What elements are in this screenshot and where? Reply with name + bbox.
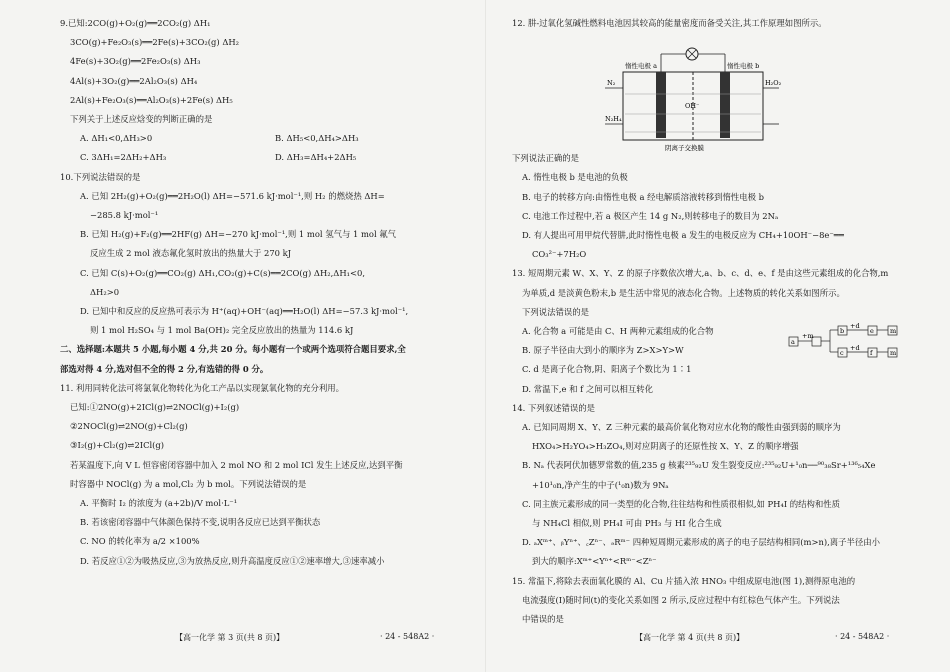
page-divider bbox=[485, 0, 486, 672]
page-4-line: 到大的顺序:Xᵐ⁺<Yⁿ⁺<Rᵐ⁻<Zⁿ⁻ bbox=[532, 556, 657, 567]
conversion-diagram bbox=[788, 322, 918, 362]
page-4-line: 为单质,d 是淡黄色粉末,b 是生活中常见的液态化合物。上述物质的转化关系如图所示。 bbox=[522, 287, 845, 298]
page-3-line: ΔH₂>0 bbox=[90, 286, 120, 297]
fuel-cell-diagram bbox=[603, 44, 781, 154]
page-3-line: 时容器中 NOCl(g) 为 a mol,Cl₂ 为 b mol。下列说法错误的是 bbox=[70, 478, 307, 489]
page-4-line: C. 电池工作过程中,若 a 极区产生 14 g N₂,则转移电子的数目为 2Nₐ bbox=[522, 210, 779, 221]
page-4-line: B. 原子半径由大到小的顺序为 Z>X>Y>W bbox=[522, 345, 684, 356]
page-3-line: A. 已知 2H₂(g)+O₂(g)══2H₂O(l) ΔH=−571.6 kJ·mol⁻¹,则 H₂ 的燃烧热 ΔH= bbox=[80, 190, 385, 201]
n2h4-label: N₂H₄ bbox=[605, 115, 622, 123]
question-12-stem bbox=[512, 14, 917, 33]
page-4-line: 电流强度(I)随时间(t)的变化关系如图 2 所示,反应过程中有红棕色气体产生。下列说法 bbox=[522, 594, 840, 605]
electrode-b bbox=[720, 72, 730, 138]
page-4-footer-title: 【高一化学 第 4 页(共 8 页)】 bbox=[635, 633, 745, 642]
page-3-line: B. 若该密闭容器中气体颜色保持不变,说明各反应已达到平衡状态 bbox=[80, 517, 321, 528]
page-3-line: 则 1 mol H₂SO₄ 与 1 mol Ba(OH)₂ 完全反应放出的热量为 114.6 kJ bbox=[90, 325, 354, 336]
page-4-line: 与 NH₄Cl 相似,则 PH₄I 可由 PH₃ 与 HI 化合生成 bbox=[532, 518, 722, 529]
page-4-questions bbox=[512, 149, 917, 629]
page-3-content bbox=[60, 14, 470, 571]
page-4-line: A. 已知同周期 X、Y、Z 三种元素的最高价氧化物对应水化物的酸性由强到弱的顺序为 bbox=[522, 422, 841, 433]
option-text: B. ΔH₅<0,ΔH₄>ΔH₃ bbox=[275, 133, 359, 144]
page-4-line: 下列说法正确的是 bbox=[512, 153, 579, 164]
page-4-line: D. 常温下,e 和 f 之间可以相互转化 bbox=[522, 383, 653, 394]
page-3-line: 10.下列说法错误的是 bbox=[60, 171, 141, 182]
page-3-line: 2Al(s)+Fe₂O₃(s)══Al₂O₃(s)+2Fe(s) ΔH₅ bbox=[70, 94, 233, 105]
page-3-line: C. 已知 C(s)+O₂(g)══CO₂(g) ΔH₁,CO₂(g)+C(s)══2CO(g) ΔH₂,ΔH₁<0, bbox=[80, 267, 365, 278]
conversion-flow-figure bbox=[788, 322, 918, 362]
page-4-line: A. 惰性电极 b 是电池的负极 bbox=[522, 172, 628, 183]
node-f: f bbox=[870, 349, 873, 357]
page-3-line: 下列关于上述反应焓变的判断正确的是 bbox=[70, 114, 213, 125]
oh-label: OH⁻ bbox=[685, 102, 700, 110]
page-4-line: 13. 短周期元素 W、X、Y、Z 的原子序数依次增大,a、b、c、d、e、f 是由这些元素组成的化合物,m bbox=[512, 268, 889, 279]
node-b: b bbox=[840, 327, 845, 335]
page-3-line: A. 平衡时 I₂ 的浓度为 (a+2b)/V mol·L⁻¹ bbox=[80, 498, 238, 509]
page-3-line: 4Fe(s)+3O₂(g)══2Fe₂O₃(s) ΔH₃ bbox=[70, 56, 201, 67]
h2o2-label: H₂O₂ bbox=[765, 79, 781, 87]
node-c: c bbox=[840, 349, 844, 357]
page-3-line: ③I₂(g)+Cl₂(g)⇌2ICl(g) bbox=[70, 440, 165, 451]
page-3-line: B. 已知 H₂(g)+F₂(g)══2HF(g) ΔH=−270 kJ·mol⁻¹,则 1 mol 氢气与 1 mol 氟气 bbox=[80, 229, 397, 240]
page-3-line: 反应生成 2 mol 液态氟化氢时放出的热量大于 270 kJ bbox=[90, 248, 292, 259]
page-3-line: 4Al(s)+3O₂(g)══2Al₂O₃(s) ΔH₄ bbox=[70, 75, 198, 86]
page-3-line: 二、选择题:本题共 5 小题,每小题 4 分,共 20 分。每小题有一个或两个选项符合题目要求,全 bbox=[60, 344, 406, 355]
page-3-line: D. 已知中和反应的反应热可表示为 H⁺(aq)+OH⁻(aq)══H₂O(l) ΔH=−57.3 kJ·mol⁻¹, bbox=[80, 306, 409, 317]
page-3-line: 9.已知:2CO(g)+O₂(g)══2CO₂(g) ΔH₁ bbox=[60, 18, 211, 28]
node-e: e bbox=[870, 327, 874, 335]
page-3-line: C. NO 的转化率为 a/2 ×100% bbox=[80, 536, 200, 547]
node-m-bottom: m bbox=[890, 349, 897, 357]
electrode-a bbox=[656, 72, 666, 138]
edge-plus-m: +m bbox=[802, 332, 814, 340]
page-3-line: −285.8 kJ·mol⁻¹ bbox=[90, 210, 159, 221]
page-3-line: 3CO(g)+Fe₂O₃(s)══2Fe(s)+3CO₂(g) ΔH₂ bbox=[70, 37, 240, 48]
node-m-top: m bbox=[890, 327, 897, 335]
page-4-line: CO₃²⁻+7H₂O bbox=[532, 249, 587, 260]
page-4-line: 下列说法错误的是 bbox=[522, 306, 589, 317]
page-4-footer-code: · 24 - 548A2 · bbox=[835, 632, 890, 641]
page-4-line: 中错误的是 bbox=[522, 614, 564, 625]
page-4-line: D. 有人提出可用甲烷代替肼,此时惰性电极 a 发生的电极反应为 CH₄+10OH⁻−8e⁻══ bbox=[522, 230, 844, 241]
page-4-line: HXO₄>H₂YO₄>H₃ZO₄,则对应阴离子的还原性按 X、Y、Z 的顺序增强 bbox=[532, 441, 799, 452]
fuel-cell-figure bbox=[603, 44, 781, 154]
page-3-line: 若某温度下,向 V L 恒容密闭容器中加入 2 mol NO 和 2 mol ICl 发生上述反应,达到平衡 bbox=[70, 459, 403, 470]
page-3-line: 部选对得 4 分,选对但不全的得 2 分,有选错的得 0 分。 bbox=[60, 363, 269, 374]
page-4-line: 15. 常温下,将除去表面氧化膜的 Al、Cu 片插入浓 HNO₃ 中组成原电池(图 1),测得原电池的 bbox=[512, 575, 856, 586]
page-3-footer-code: · 24 - 548A2 · bbox=[380, 632, 435, 641]
page-3-line: 11. 利用同转化法可将氯氧化物转化为化工产品以实现氯氧化物的充分利用。 bbox=[60, 382, 344, 393]
page-3-line bbox=[60, 148, 470, 167]
edge-plus-d-top: +d bbox=[850, 322, 860, 330]
page-4-line: B. 电子的转移方向:由惰性电极 a 经电解质溶液转移到惰性电极 b bbox=[522, 191, 765, 202]
page-4-line: C. 同主族元素形成的同一类型的化合物,往往结构和性质很相似,如 PH₄I 的结构和性质 bbox=[522, 498, 841, 509]
page-3-footer-title: 【高一化学 第 3 页(共 8 页)】 bbox=[175, 633, 285, 642]
page-4-line: B. Nₐ 代表阿伏加德罗常数的值,235 g 核素²³⁵₉₂U 发生裂变反应:²³⁵₉₂U+¹₀n──⁹⁰₃₈Sr+¹³⁶₅₄Xe bbox=[522, 460, 876, 471]
electrode-a-label: 惰性电极 a bbox=[625, 62, 657, 70]
page-3-line: 已知:①2NO(g)+2ICl(g)⇌2NOCl(g)+I₂(g) bbox=[70, 402, 240, 413]
page-3-line bbox=[60, 129, 470, 148]
page-4-line: D. ₐXᵐ⁺、ᵦYⁿ⁺、꜀Zⁿ⁻、ₔRᵐ⁻ 四种短周期元素形成的离子的电子层结构相同(m>n),离子半径由小 bbox=[522, 537, 881, 548]
edge-plus-d-bottom: +d bbox=[850, 344, 860, 352]
page-3-line: ②2NOCl(g)⇌2NO(g)+Cl₂(g) bbox=[70, 421, 188, 432]
option-text: A. ΔH₁<0,ΔH₃>0 bbox=[80, 133, 153, 144]
page-4-line: A. 化合物 a 可能是由 C、H 两种元素组成的化合物 bbox=[522, 326, 714, 337]
page-4-line: 12. 肼-过氧化氢碱性燃料电池因其较高的能量密度而备受关注,其工作原理如图所示。 bbox=[512, 18, 827, 28]
page-3-line: D. 若反应①②为吸热反应,③为放热反应,则升高温度反应①②速率增大,③速率减小 bbox=[80, 555, 385, 566]
page-4-line: 14. 下列叙述错误的是 bbox=[512, 402, 595, 413]
page-4-line: +10¹₀n,净产生的中子(¹₀n)数为 9Nₐ bbox=[532, 479, 669, 490]
node-a: a bbox=[791, 338, 795, 346]
membrane-label: 阴离子交换膜 bbox=[665, 144, 704, 152]
electrode-b-label: 惰性电极 b bbox=[727, 62, 760, 70]
option-text: D. ΔH₃=ΔH₄+2ΔH₅ bbox=[275, 152, 357, 163]
option-text: C. 3ΔH₁=2ΔH₂+ΔH₃ bbox=[80, 152, 167, 163]
n2-label: N₂ bbox=[607, 79, 616, 87]
page-4-line: C. d 是离子化合物,阴、阳离子个数比为 1∶1 bbox=[522, 364, 692, 375]
